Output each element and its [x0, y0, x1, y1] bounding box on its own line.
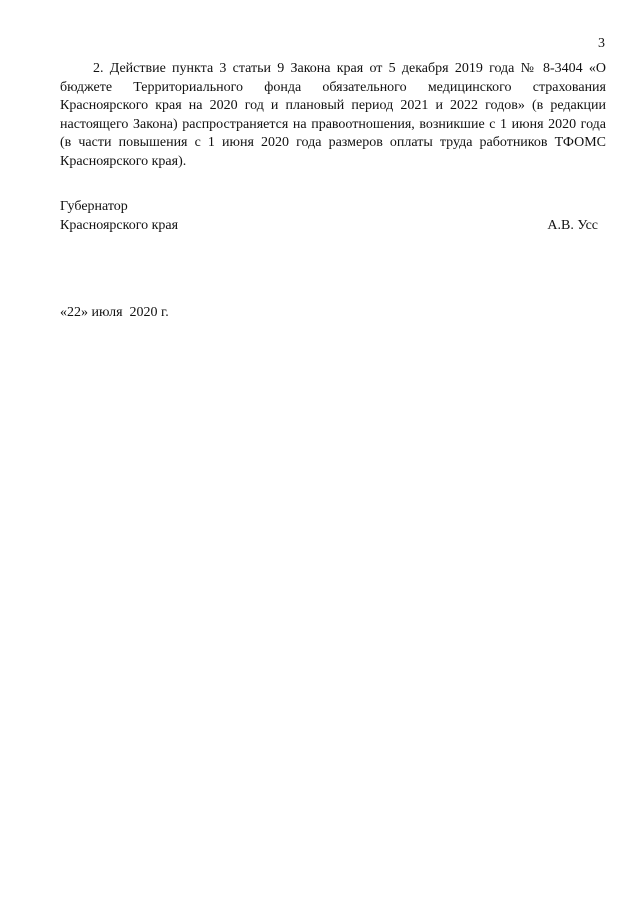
signature-block	[60, 198, 598, 235]
law-paragraph: 2. Действие пункта 3 статьи 9 Закона края от 5 декабря 2019 года № 8-3404 «О бюджете Территориального фонда обязательного медицинского страхования Красноярского края на 2020 год и плановый период 2021 и 2022 годов» (в редакции настоящего Закона) распространяется на правоотношения, возникшие с 1 июня 2020 года (в части повышения с 1 июня 2020 года размеров оплаты труда работников ТФОМС Красноярского края).	[60, 61, 606, 169]
signatory-position: Губернатор	[60, 199, 128, 214]
signature-row	[60, 217, 598, 236]
signatory-region: Красноярского края	[60, 217, 179, 233]
document-date: «22» июля 2020 г.	[60, 305, 169, 320]
page-number: 3	[598, 36, 605, 51]
signatory-name: А.В. Усс	[547, 217, 598, 233]
